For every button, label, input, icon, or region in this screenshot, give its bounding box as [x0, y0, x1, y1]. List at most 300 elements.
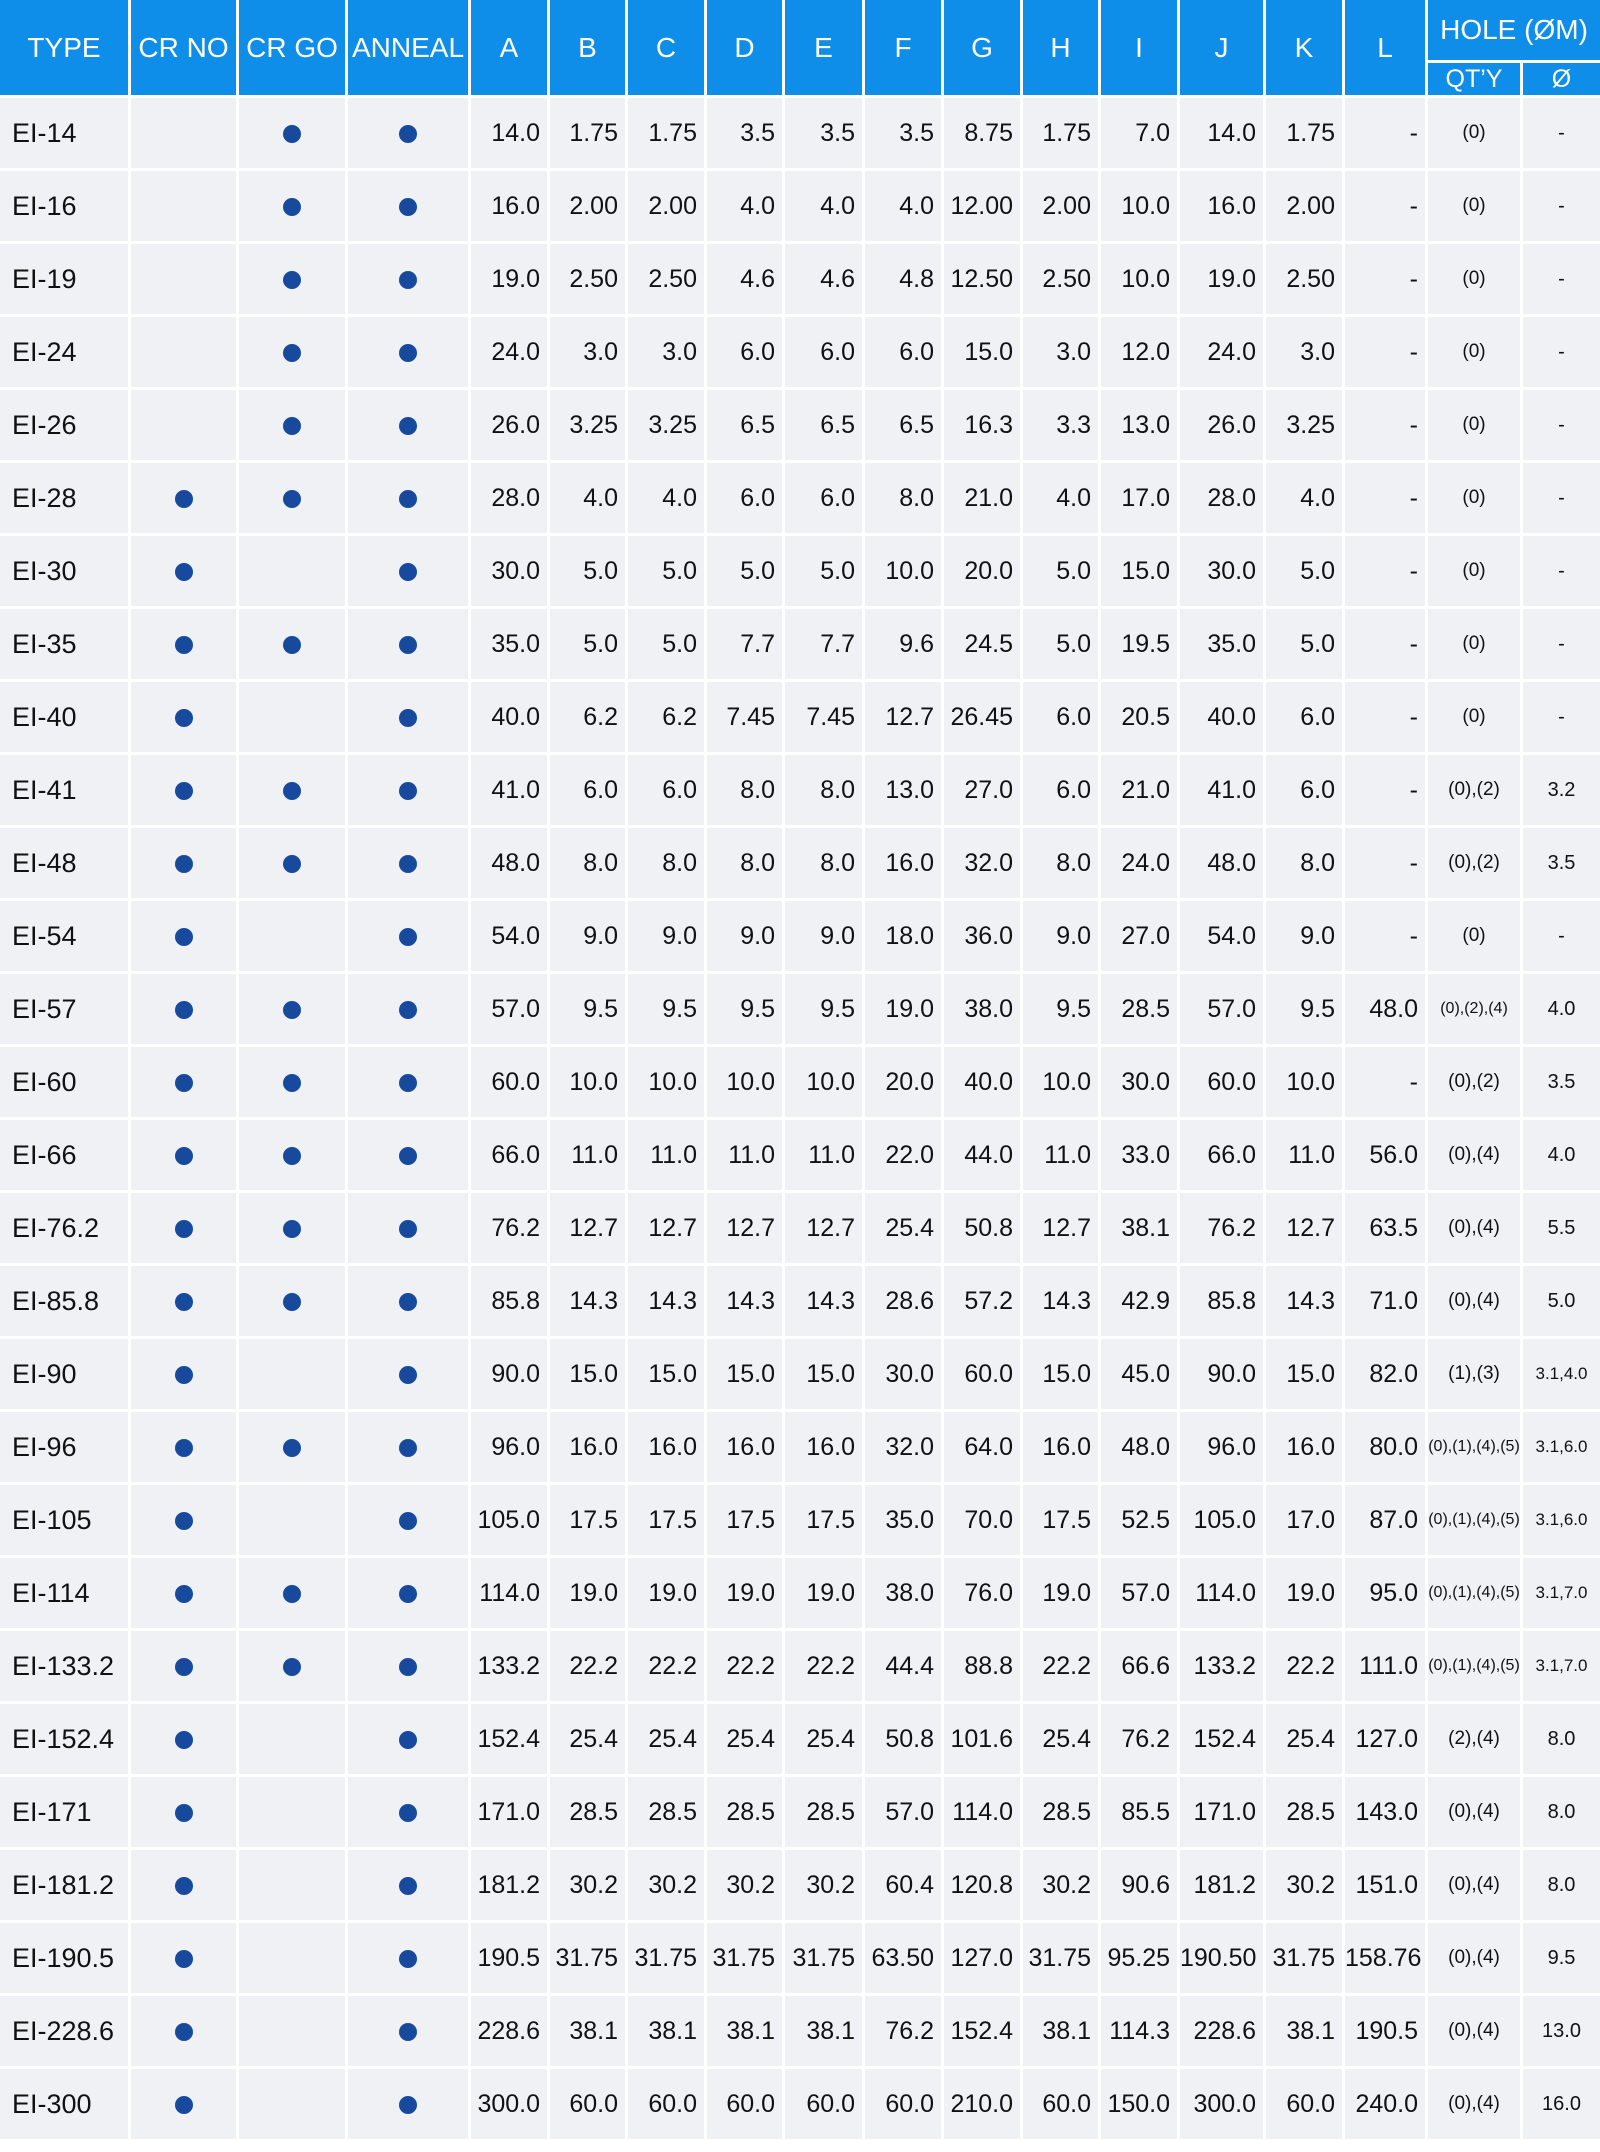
cell-type: EI-90 — [0, 1339, 131, 1412]
table-row — [0, 1412, 1600, 1485]
cell-dim-j: 14.0 — [1180, 98, 1266, 171]
cell-dim-d: 17.5 — [707, 1485, 785, 1558]
cell-dim-l: 87.0 — [1345, 1485, 1428, 1558]
cell-dim-g: 127.0 — [944, 1923, 1023, 1996]
bullet-dot-icon — [283, 344, 301, 362]
cell-dim-e: 9.0 — [785, 901, 865, 974]
cell-dim-j: 152.4 — [1180, 1704, 1266, 1777]
cell-hole-diameter: - — [1523, 682, 1600, 755]
cell-dim-d: 9.5 — [707, 974, 785, 1047]
cell-dim-a: 96.0 — [471, 1412, 550, 1485]
cell-hole-qty: (0),(2) — [1428, 828, 1523, 901]
cell-dim-h: 12.7 — [1023, 1193, 1101, 1266]
cell-dim-b: 3.25 — [550, 390, 628, 463]
bullet-dot-icon — [175, 1585, 193, 1603]
cell-dim-j: 300.0 — [1180, 2069, 1266, 2142]
cell-dim-a: 66.0 — [471, 1120, 550, 1193]
header-b: B — [550, 0, 628, 98]
cell-dim-f: 4.8 — [865, 244, 944, 317]
cell-dim-f: 60.0 — [865, 2069, 944, 2142]
cell-dim-c: 4.0 — [628, 463, 707, 536]
cell-cr-go — [239, 1047, 348, 1120]
bullet-dot-icon — [399, 1366, 417, 1384]
cell-dim-k: 3.25 — [1266, 390, 1345, 463]
cell-dim-a: 35.0 — [471, 609, 550, 682]
cell-anneal — [348, 1558, 471, 1631]
cell-dim-c: 14.3 — [628, 1266, 707, 1339]
cell-dim-l: - — [1345, 98, 1428, 171]
cell-anneal — [348, 317, 471, 390]
bullet-dot-icon — [399, 1001, 417, 1019]
cell-cr-go — [239, 1266, 348, 1339]
cell-dim-g: 26.45 — [944, 682, 1023, 755]
cell-anneal — [348, 2069, 471, 2142]
cell-cr-go — [239, 1631, 348, 1704]
cell-dim-l: 151.0 — [1345, 1850, 1428, 1923]
cell-hole-diameter: - — [1523, 609, 1600, 682]
cell-dim-h: 9.5 — [1023, 974, 1101, 1047]
cell-dim-i: 27.0 — [1101, 901, 1180, 974]
cell-dim-f: 44.4 — [865, 1631, 944, 1704]
cell-dim-d: 16.0 — [707, 1412, 785, 1485]
cell-dim-i: 13.0 — [1101, 390, 1180, 463]
cell-dim-i: 15.0 — [1101, 536, 1180, 609]
cell-dim-l: 127.0 — [1345, 1704, 1428, 1777]
bullet-dot-icon — [175, 1220, 193, 1238]
cell-dim-e: 9.5 — [785, 974, 865, 1047]
cell-dim-h: 11.0 — [1023, 1120, 1101, 1193]
cell-dim-b: 2.00 — [550, 171, 628, 244]
cell-dim-k: 8.0 — [1266, 828, 1345, 901]
cell-type: EI-35 — [0, 609, 131, 682]
cell-dim-l: 82.0 — [1345, 1339, 1428, 1412]
cell-dim-b: 14.3 — [550, 1266, 628, 1339]
cell-dim-f: 28.6 — [865, 1266, 944, 1339]
cell-dim-c: 12.7 — [628, 1193, 707, 1266]
bullet-dot-icon — [399, 1439, 417, 1457]
cell-dim-i: 24.0 — [1101, 828, 1180, 901]
cell-dim-j: 48.0 — [1180, 828, 1266, 901]
cell-dim-e: 16.0 — [785, 1412, 865, 1485]
cell-dim-e: 7.7 — [785, 609, 865, 682]
cell-hole-diameter: - — [1523, 98, 1600, 171]
cell-cr-go — [239, 1777, 348, 1850]
cell-dim-b: 60.0 — [550, 2069, 628, 2142]
table-row — [0, 2069, 1600, 2142]
bullet-dot-icon — [399, 271, 417, 289]
cell-dim-a: 26.0 — [471, 390, 550, 463]
cell-anneal — [348, 755, 471, 828]
cell-dim-g: 12.50 — [944, 244, 1023, 317]
cell-dim-j: 66.0 — [1180, 1120, 1266, 1193]
cell-dim-d: 6.5 — [707, 390, 785, 463]
cell-anneal — [348, 1266, 471, 1339]
cell-dim-h: 3.0 — [1023, 317, 1101, 390]
cell-dim-a: 171.0 — [471, 1777, 550, 1850]
bullet-dot-icon — [399, 709, 417, 727]
cell-dim-i: 45.0 — [1101, 1339, 1180, 1412]
cell-dim-f: 35.0 — [865, 1485, 944, 1558]
cell-dim-e: 15.0 — [785, 1339, 865, 1412]
cell-anneal — [348, 1704, 471, 1777]
cell-anneal — [348, 1996, 471, 2069]
cell-cr-no — [131, 901, 239, 974]
cell-dim-g: 8.75 — [944, 98, 1023, 171]
cell-anneal — [348, 1047, 471, 1120]
bullet-dot-icon — [399, 855, 417, 873]
cell-dim-e: 38.1 — [785, 1996, 865, 2069]
cell-dim-k: 2.00 — [1266, 171, 1345, 244]
header-l: L — [1345, 0, 1428, 98]
cell-dim-k: 10.0 — [1266, 1047, 1345, 1120]
cell-dim-h: 4.0 — [1023, 463, 1101, 536]
cell-type: EI-228.6 — [0, 1996, 131, 2069]
table-header — [0, 0, 1600, 98]
cell-dim-f: 12.7 — [865, 682, 944, 755]
cell-dim-j: 28.0 — [1180, 463, 1266, 536]
cell-cr-go — [239, 1339, 348, 1412]
cell-dim-i: 33.0 — [1101, 1120, 1180, 1193]
cell-type: EI-14 — [0, 98, 131, 171]
cell-dim-l: - — [1345, 901, 1428, 974]
table-row — [0, 1120, 1600, 1193]
cell-dim-e: 30.2 — [785, 1850, 865, 1923]
cell-dim-h: 2.00 — [1023, 171, 1101, 244]
cell-dim-d: 60.0 — [707, 2069, 785, 2142]
cell-hole-qty: (0) — [1428, 171, 1523, 244]
cell-dim-e: 31.75 — [785, 1923, 865, 1996]
cell-dim-j: 30.0 — [1180, 536, 1266, 609]
cell-dim-g: 114.0 — [944, 1777, 1023, 1850]
cell-anneal — [348, 682, 471, 755]
bullet-dot-icon — [283, 636, 301, 654]
cell-dim-f: 60.4 — [865, 1850, 944, 1923]
cell-hole-diameter: 3.2 — [1523, 755, 1600, 828]
cell-dim-b: 10.0 — [550, 1047, 628, 1120]
cell-dim-e: 14.3 — [785, 1266, 865, 1339]
cell-cr-go — [239, 755, 348, 828]
cell-dim-k: 4.0 — [1266, 463, 1345, 536]
cell-dim-g: 21.0 — [944, 463, 1023, 536]
cell-anneal — [348, 1339, 471, 1412]
bullet-dot-icon — [283, 1001, 301, 1019]
bullet-dot-icon — [175, 855, 193, 873]
cell-dim-d: 8.0 — [707, 755, 785, 828]
cell-dim-b: 19.0 — [550, 1558, 628, 1631]
cell-dim-g: 40.0 — [944, 1047, 1023, 1120]
cell-dim-h: 25.4 — [1023, 1704, 1101, 1777]
bullet-dot-icon — [399, 2096, 417, 2114]
cell-cr-no — [131, 1850, 239, 1923]
cell-hole-qty: (0) — [1428, 98, 1523, 171]
cell-dim-a: 57.0 — [471, 974, 550, 1047]
cell-anneal — [348, 390, 471, 463]
bullet-dot-icon — [283, 417, 301, 435]
cell-type: EI-114 — [0, 1558, 131, 1631]
cell-dim-d: 10.0 — [707, 1047, 785, 1120]
bullet-dot-icon — [399, 563, 417, 581]
cell-hole-diameter: 3.5 — [1523, 1047, 1600, 1120]
cell-dim-i: 95.25 — [1101, 1923, 1180, 1996]
cell-dim-d: 6.0 — [707, 463, 785, 536]
cell-dim-c: 6.0 — [628, 755, 707, 828]
cell-cr-go — [239, 974, 348, 1047]
cell-dim-i: 76.2 — [1101, 1704, 1180, 1777]
cell-cr-go — [239, 463, 348, 536]
cell-dim-a: 152.4 — [471, 1704, 550, 1777]
cell-dim-j: 85.8 — [1180, 1266, 1266, 1339]
cell-dim-k: 9.5 — [1266, 974, 1345, 1047]
cell-dim-h: 5.0 — [1023, 536, 1101, 609]
cell-dim-a: 16.0 — [471, 171, 550, 244]
cell-dim-i: 57.0 — [1101, 1558, 1180, 1631]
cell-cr-no — [131, 1558, 239, 1631]
cell-dim-h: 15.0 — [1023, 1339, 1101, 1412]
cell-dim-i: 42.9 — [1101, 1266, 1180, 1339]
cell-dim-f: 8.0 — [865, 463, 944, 536]
cell-dim-i: 85.5 — [1101, 1777, 1180, 1850]
cell-dim-l: 63.5 — [1345, 1193, 1428, 1266]
cell-dim-a: 76.2 — [471, 1193, 550, 1266]
cell-dim-k: 31.75 — [1266, 1923, 1345, 1996]
cell-dim-e: 4.6 — [785, 244, 865, 317]
cell-anneal — [348, 1631, 471, 1704]
cell-hole-qty: (0) — [1428, 682, 1523, 755]
bullet-dot-icon — [399, 782, 417, 800]
header-d: D — [707, 0, 785, 98]
cell-anneal — [348, 1120, 471, 1193]
cell-cr-no — [131, 1923, 239, 1996]
cell-dim-a: 40.0 — [471, 682, 550, 755]
cell-dim-f: 6.0 — [865, 317, 944, 390]
bullet-dot-icon — [399, 1658, 417, 1676]
cell-anneal — [348, 1193, 471, 1266]
cell-type: EI-300 — [0, 2069, 131, 2142]
cell-hole-qty: (0),(4) — [1428, 1996, 1523, 2069]
cell-cr-go — [239, 901, 348, 974]
cell-anneal — [348, 463, 471, 536]
table-row — [0, 1850, 1600, 1923]
header-type: TYPE — [0, 0, 131, 98]
header-f: F — [865, 0, 944, 98]
cell-cr-go — [239, 244, 348, 317]
bullet-dot-icon — [283, 1220, 301, 1238]
cell-dim-k: 38.1 — [1266, 1996, 1345, 2069]
cell-dim-d: 30.2 — [707, 1850, 785, 1923]
cell-dim-i: 30.0 — [1101, 1047, 1180, 1120]
cell-dim-f: 19.0 — [865, 974, 944, 1047]
cell-dim-e: 19.0 — [785, 1558, 865, 1631]
cell-hole-qty: (0),(1),(4),(5) — [1428, 1558, 1523, 1631]
cell-anneal — [348, 1412, 471, 1485]
cell-dim-d: 31.75 — [707, 1923, 785, 1996]
cell-dim-g: 16.3 — [944, 390, 1023, 463]
cell-dim-g: 12.00 — [944, 171, 1023, 244]
cell-dim-c: 3.25 — [628, 390, 707, 463]
cell-dim-h: 2.50 — [1023, 244, 1101, 317]
cell-cr-no — [131, 1047, 239, 1120]
cell-dim-j: 190.50 — [1180, 1923, 1266, 1996]
cell-dim-g: 70.0 — [944, 1485, 1023, 1558]
bullet-dot-icon — [175, 2096, 193, 2114]
header-g: G — [944, 0, 1023, 98]
cell-dim-l: 95.0 — [1345, 1558, 1428, 1631]
cell-type: EI-16 — [0, 171, 131, 244]
bullet-dot-icon — [399, 1293, 417, 1311]
cell-dim-c: 17.5 — [628, 1485, 707, 1558]
cell-dim-c: 6.2 — [628, 682, 707, 755]
table-row — [0, 171, 1600, 244]
cell-dim-f: 4.0 — [865, 171, 944, 244]
bullet-dot-icon — [175, 1731, 193, 1749]
cell-anneal — [348, 244, 471, 317]
cell-dim-d: 4.0 — [707, 171, 785, 244]
cell-dim-f: 9.6 — [865, 609, 944, 682]
cell-dim-i: 38.1 — [1101, 1193, 1180, 1266]
cell-type: EI-133.2 — [0, 1631, 131, 1704]
cell-dim-f: 22.0 — [865, 1120, 944, 1193]
cell-dim-d: 28.5 — [707, 1777, 785, 1850]
cell-dim-e: 12.7 — [785, 1193, 865, 1266]
bullet-dot-icon — [283, 125, 301, 143]
table-row — [0, 828, 1600, 901]
cell-type: EI-152.4 — [0, 1704, 131, 1777]
cell-dim-e: 3.5 — [785, 98, 865, 171]
cell-dim-l: - — [1345, 682, 1428, 755]
cell-cr-go — [239, 1923, 348, 1996]
cell-type: EI-40 — [0, 682, 131, 755]
cell-dim-c: 9.5 — [628, 974, 707, 1047]
cell-dim-c: 60.0 — [628, 2069, 707, 2142]
cell-anneal — [348, 609, 471, 682]
cell-dim-b: 8.0 — [550, 828, 628, 901]
cell-dim-i: 48.0 — [1101, 1412, 1180, 1485]
cell-dim-a: 41.0 — [471, 755, 550, 828]
header-a: A — [471, 0, 550, 98]
bullet-dot-icon — [399, 1877, 417, 1895]
cell-dim-c: 30.2 — [628, 1850, 707, 1923]
cell-cr-go — [239, 317, 348, 390]
cell-cr-no — [131, 98, 239, 171]
table-row — [0, 901, 1600, 974]
cell-dim-a: 114.0 — [471, 1558, 550, 1631]
cell-dim-j: 35.0 — [1180, 609, 1266, 682]
cell-hole-qty: (0),(1),(4),(5) — [1428, 1631, 1523, 1704]
cell-dim-k: 3.0 — [1266, 317, 1345, 390]
cell-dim-a: 48.0 — [471, 828, 550, 901]
bullet-dot-icon — [175, 1512, 193, 1530]
cell-dim-h: 38.1 — [1023, 1996, 1101, 2069]
cell-dim-h: 9.0 — [1023, 901, 1101, 974]
cell-cr-go — [239, 536, 348, 609]
cell-dim-k: 25.4 — [1266, 1704, 1345, 1777]
bullet-dot-icon — [283, 1585, 301, 1603]
cell-dim-e: 5.0 — [785, 536, 865, 609]
bullet-dot-icon — [175, 1001, 193, 1019]
cell-cr-no — [131, 609, 239, 682]
cell-dim-b: 4.0 — [550, 463, 628, 536]
header-i: I — [1101, 0, 1180, 98]
cell-dim-j: 114.0 — [1180, 1558, 1266, 1631]
cell-dim-a: 30.0 — [471, 536, 550, 609]
cell-hole-diameter: 5.5 — [1523, 1193, 1600, 1266]
cell-dim-g: 44.0 — [944, 1120, 1023, 1193]
cell-dim-l: 48.0 — [1345, 974, 1428, 1047]
cell-dim-f: 63.50 — [865, 1923, 944, 1996]
cell-hole-qty: (0),(4) — [1428, 1923, 1523, 1996]
cell-dim-l: 80.0 — [1345, 1412, 1428, 1485]
cell-dim-g: 32.0 — [944, 828, 1023, 901]
cell-hole-diameter: - — [1523, 536, 1600, 609]
cell-cr-go — [239, 1558, 348, 1631]
cell-dim-l: - — [1345, 463, 1428, 536]
cell-dim-f: 25.4 — [865, 1193, 944, 1266]
header-diameter: Ø — [1523, 63, 1600, 98]
cell-cr-no — [131, 390, 239, 463]
bullet-dot-icon — [175, 1877, 193, 1895]
cell-dim-k: 1.75 — [1266, 98, 1345, 171]
cell-hole-qty: (1),(3) — [1428, 1339, 1523, 1412]
header-j: J — [1180, 0, 1266, 98]
cell-cr-no — [131, 1777, 239, 1850]
cell-hole-qty: (0),(4) — [1428, 2069, 1523, 2142]
cell-type: EI-181.2 — [0, 1850, 131, 1923]
cell-dim-f: 6.5 — [865, 390, 944, 463]
cell-dim-b: 2.50 — [550, 244, 628, 317]
cell-dim-j: 105.0 — [1180, 1485, 1266, 1558]
cell-dim-h: 3.3 — [1023, 390, 1101, 463]
cell-dim-h: 14.3 — [1023, 1266, 1101, 1339]
cell-hole-qty: (0),(4) — [1428, 1193, 1523, 1266]
cell-hole-qty: (0) — [1428, 244, 1523, 317]
header-e: E — [785, 0, 865, 98]
cell-dim-j: 228.6 — [1180, 1996, 1266, 2069]
cell-dim-l: - — [1345, 317, 1428, 390]
table-row — [0, 682, 1600, 755]
cell-cr-go — [239, 682, 348, 755]
cell-hole-diameter: 9.5 — [1523, 1923, 1600, 1996]
table-row — [0, 1996, 1600, 2069]
cell-dim-c: 2.00 — [628, 171, 707, 244]
cell-hole-qty: (0),(1),(4),(5) — [1428, 1485, 1523, 1558]
cell-dim-i: 52.5 — [1101, 1485, 1180, 1558]
cell-dim-j: 171.0 — [1180, 1777, 1266, 1850]
cell-dim-i: 150.0 — [1101, 2069, 1180, 2142]
cell-dim-b: 11.0 — [550, 1120, 628, 1193]
cell-hole-qty: (0) — [1428, 609, 1523, 682]
cell-dim-d: 7.45 — [707, 682, 785, 755]
cell-dim-g: 88.8 — [944, 1631, 1023, 1704]
cell-dim-g: 76.0 — [944, 1558, 1023, 1631]
bullet-dot-icon — [399, 1074, 417, 1092]
header-qty: QT’Y — [1428, 63, 1523, 98]
table-row — [0, 974, 1600, 1047]
cell-dim-h: 30.2 — [1023, 1850, 1101, 1923]
cell-dim-b: 31.75 — [550, 1923, 628, 1996]
bullet-dot-icon — [175, 636, 193, 654]
cell-dim-f: 38.0 — [865, 1558, 944, 1631]
cell-hole-qty: (2),(4) — [1428, 1704, 1523, 1777]
cell-dim-e: 17.5 — [785, 1485, 865, 1558]
cell-dim-b: 3.0 — [550, 317, 628, 390]
cell-type: EI-66 — [0, 1120, 131, 1193]
cell-dim-f: 18.0 — [865, 901, 944, 974]
cell-dim-g: 50.8 — [944, 1193, 1023, 1266]
table-row — [0, 1777, 1600, 1850]
cell-hole-diameter: 3.1,4.0 — [1523, 1339, 1600, 1412]
cell-dim-g: 60.0 — [944, 1339, 1023, 1412]
cell-dim-a: 85.8 — [471, 1266, 550, 1339]
